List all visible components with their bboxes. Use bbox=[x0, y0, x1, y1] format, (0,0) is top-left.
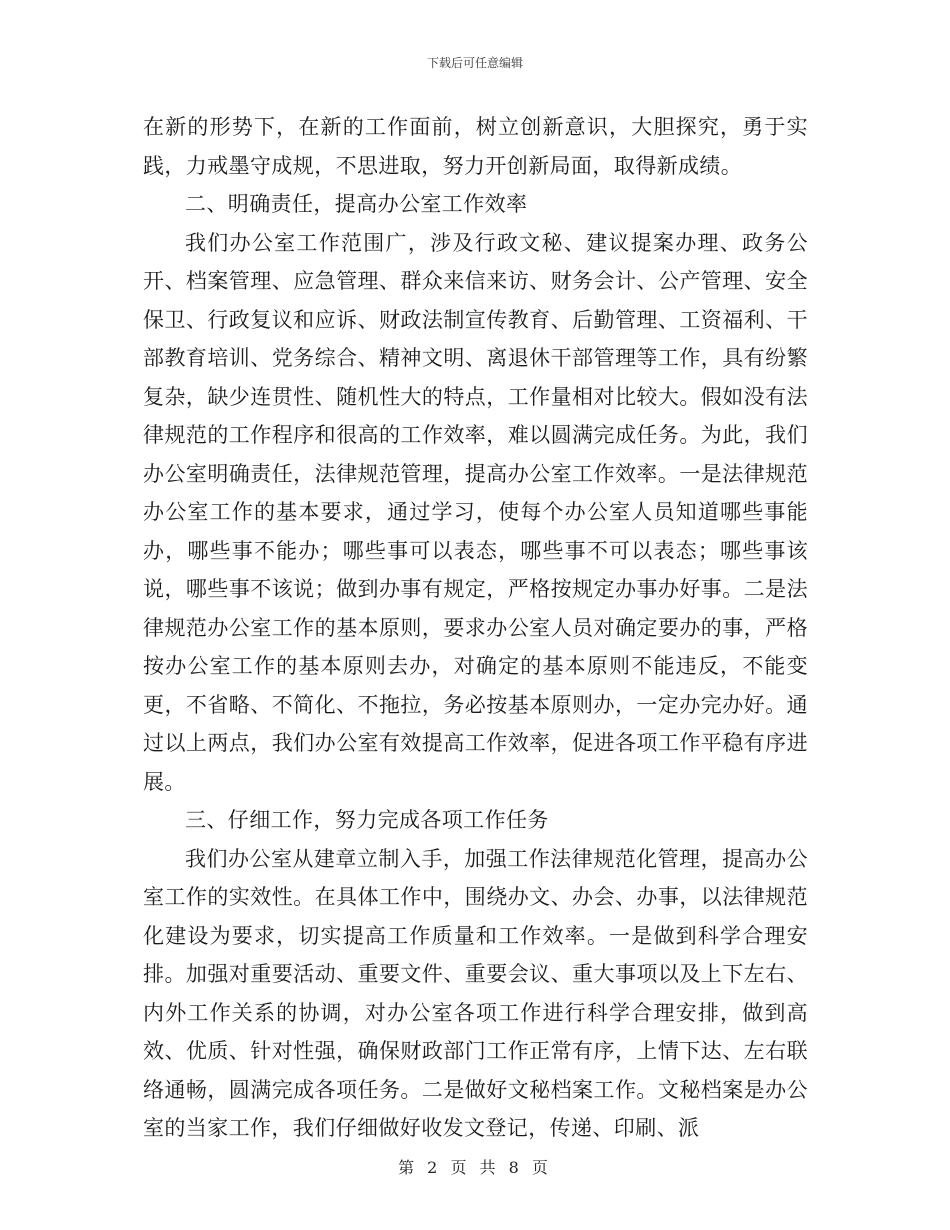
paragraph-continuation: 在新的形势下，在新的工作面前，树立创新意识，大胆探究，勇于实践，力戒墨守成规，不思进取，努力开创新局面，取得新成绩。 bbox=[143, 115, 808, 178]
document-body bbox=[143, 108, 808, 1148]
section-heading-2: 二、明确责任，提高办公室工作效率 bbox=[185, 192, 528, 216]
page-number: 第 2 页 共 8 页 bbox=[398, 1158, 552, 1177]
paragraph-section-2: 我们办公室工作范围广，涉及行政文秘、建议提案办理、政务公开、档案管理、应急管理、群众来信来访、财务会计、公产管理、安全保卫、行政复议和应诉、财政法制宣传教育、后勤管理、工资福利、干部教育培训、党务综合、精神文明、离退休干部管理等工作，具有纷繁复杂，缺少连贯性、随机性大的特点，工作量相对比较大。假如没有法律规范的工作程序和很高的工作效率，难以圆满完成任务。为此，我们办公室明确责任，法律规范管理，提高办公室工作效率。一是法律规范办公室工作的基本要求，通过学习，使每个办公室人员知道哪些事能办，哪些事不能办；哪些事可以表态，哪些事不可以表态；哪些事该说，哪些事不该说；做到办事有规定，严格按规定办事办好事。二是法律规范办公室工作的基本原则，要求办公室人员对确定要办的事，严格按办公室工作的基本原则去办，对确定的基本原则不能违反，不能变更，不省略、不简化、不拖拉，务必按基本原则办，一定办完办好。通过以上两点，我们办公室有效提高工作效率，促进各项工作平稳有序进展。 bbox=[143, 230, 808, 794]
header-note: 下载后可任意编辑 bbox=[426, 56, 523, 70]
paragraph-section-3: 我们办公室从建章立制入手，加强工作法律规范化管理，提高办公室工作的实效性。在具体工作中，围绕办文、办会、办事，以法律规范化建设为要求，切实提高工作质量和工作效率。一是做到科学合理安排。加强对重要活动、重要文件、重要会议、重大事项以及上下左右、内外工作关系的协调，对办公室各项工作进行科学合理安排，做到高效、优质、针对性强，确保财政部门工作正常有序，上情下达、左右联络通畅，圆满完成各项任务。二是做好文秘档案工作。文秘档案是办公室的当家工作，我们仔细做好收发文登记，传递、印刷、派 bbox=[143, 846, 808, 1140]
section-heading-3: 三、仔细工作，努力完成各项工作任务 bbox=[185, 808, 549, 832]
